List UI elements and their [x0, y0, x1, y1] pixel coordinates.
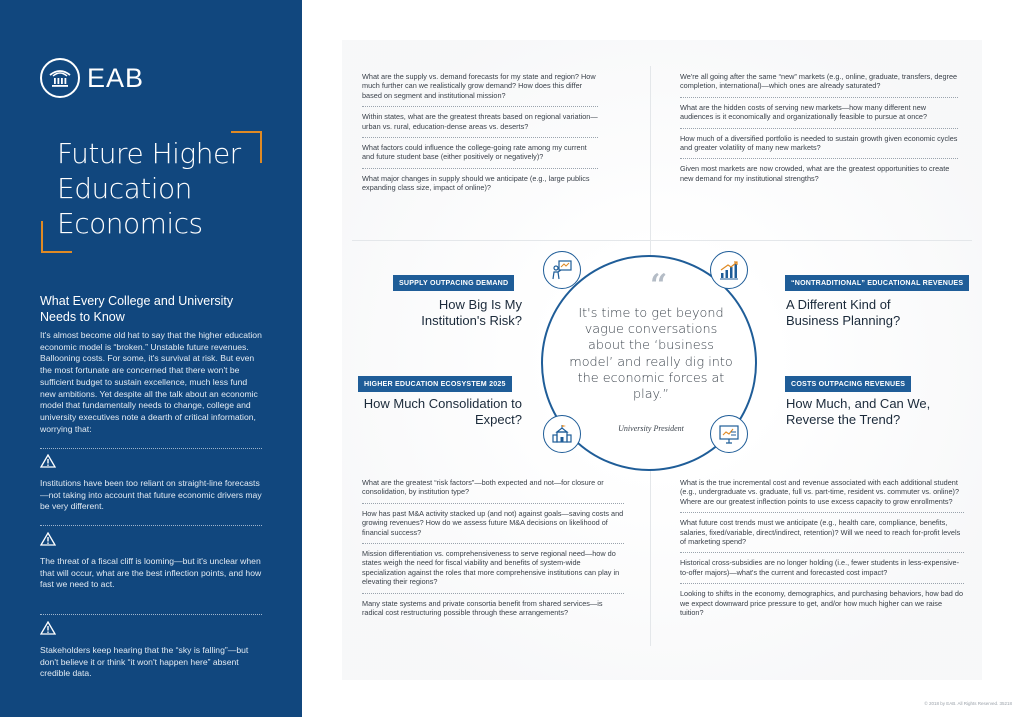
quote-attribution: University President	[618, 424, 684, 433]
divider	[40, 525, 262, 526]
copyright-footer: © 2018 by EAB. All Rights Reserved. 35218	[924, 701, 1012, 706]
supply-tag: SUPPLY OUTPACING DEMAND	[393, 275, 514, 291]
ecosystem-questions	[362, 478, 624, 628]
costs-tag: COSTS OUTPACING REVENUES	[785, 376, 911, 392]
quote-mark-icon: “	[650, 268, 668, 303]
warning-item	[40, 532, 265, 591]
question-item: Within states, what are the greatest threats based on regional variation—urban vs. rural, education-dense areas vs. deserts?	[362, 112, 598, 138]
question-item: We're all going after the same “new” markets (e.g., online, graduate, transfers, degree completion, international)—which ones are already saturated?	[680, 72, 958, 98]
question-item: What is the true incremental cost and revenue associated with each additional student (e.g., undergraduate vs. graduate, full vs. part-time, resident vs. commuter vs. online)? Where are our greatest inflection points to use excess capacity to grow enrollments?	[680, 478, 964, 513]
costs-questions	[680, 478, 964, 628]
warning-icon	[40, 532, 56, 546]
accent-corner-bottom	[41, 221, 72, 253]
warning-item	[40, 454, 265, 513]
question-item: What are the hidden costs of serving new markets—how many different new audiences is it economically and organizationally feasible to pursue at once?	[680, 103, 958, 129]
question-item: How has past M&A activity stacked up (and not) against goals—saving costs and growing revenues? How do we assess future M&A decisions on likelihood of financial success?	[362, 509, 624, 544]
title-line: Economics	[57, 207, 203, 240]
warning-text: The threat of a fiscal cliff is looming—but it's unclear when that will occur, what are the best inflection points, and how fast we need to act.	[40, 556, 262, 590]
nontraditional-heading: A Different Kind of Business Planning?	[786, 297, 901, 328]
nontraditional-tag: “NONTRADITIONAL” EDUCATIONAL REVENUES	[785, 275, 969, 291]
subheading: What Every College and University Needs to Know	[40, 294, 234, 324]
title-line: Future Higher	[57, 137, 241, 170]
warning-icon	[40, 454, 56, 468]
divider	[40, 614, 262, 615]
question-item: Looking to shifts in the economy, demographics, and purchasing behaviors, how bad do we expect downward price pressure to get, and/or how much higher can we raise tuition?	[680, 589, 963, 618]
ecosystem-heading: How Much Consolidation to Expect?	[363, 396, 522, 427]
question-item: How much of a diversified portfolio is needed to sustain growth given economic cycles and greater volatility of many new markets?	[680, 134, 958, 160]
school-building-icon	[543, 415, 581, 453]
quote-text: It's time to get beyond vague conversations about the ‘business model’ and really dig into the economic forces at play.”	[569, 306, 733, 403]
question-item: Given most markets are now crowded, what are the greatest opportunities to create new demand for my institutional strengths?	[680, 164, 950, 183]
question-item: Many state systems and private consortia benefit from shared services—is radical cost restructuring possible through these arrangements?	[362, 598, 603, 618]
report-chart-icon	[710, 415, 748, 453]
divider	[40, 448, 262, 449]
supply-heading: How Big Is My Institution's Risk?	[421, 297, 522, 328]
question-item: What factors could influence the college-going rate among my current and future student base (either positively or negatively)?	[362, 143, 598, 169]
question-item: Mission differentiation vs. comprehensiveness to serve regional need—how do states weigh the need for fiscal viability and benefits of system-wide specialization against the roles that more comprehensive institutions can play in elevating their regions?	[362, 549, 624, 594]
costs-heading: How Much, and Can We, Reverse the Trend?	[786, 396, 931, 427]
warning-item	[40, 621, 265, 680]
left-panel	[0, 0, 302, 717]
title-line: Education	[57, 172, 192, 205]
question-item: What are the supply vs. demand forecasts for my state and region? How much further can we realistically grow demand? How does this differ based on segment and institutional mission?	[362, 72, 598, 107]
quadrant-divider-horizontal	[352, 240, 972, 241]
ecosystem-tag: HIGHER EDUCATION ECOSYSTEM 2025	[358, 376, 512, 392]
question-item: What future cost trends must we anticipate (e.g., health care, compliance, benefits, salaries, fixed/variable, direct/indirect, retention)? Will we need to reach for-profit levels of marketing spend?	[680, 518, 964, 553]
presentation-icon	[543, 251, 581, 289]
eab-logo	[40, 58, 144, 98]
right-panel	[302, 0, 1024, 717]
nontraditional-questions	[680, 72, 958, 194]
warning-icon	[40, 621, 56, 635]
growth-chart-icon	[710, 251, 748, 289]
intro-paragraph: It's almost become old hat to say that the higher education economic model is “broken.” Unstable future revenues. Ballooning costs. For some, it's survival at risk. But even the most fortunate are concerned that there won't be sufficient budget to sustain excellence, much less fund new ambitions. Yet despite all the talk about an economic model that fundamentally needs to change, college and university executives note a dearth of critical information, worrying that:	[40, 330, 262, 434]
warning-text: Institutions have been too reliant on straight-line forecasts—not taking into account that future economic drivers may be very different.	[40, 478, 262, 512]
warning-text: Stakeholders keep hearing that the “sky is falling”—but don't believe it or think “it won't happen here” absent credible data.	[40, 645, 249, 679]
question-item: Historical cross-subsidies are no longer holding (i.e., fewer students in less-expensive-to-offer majors)—what's the current and forecasted cost impact?	[680, 558, 964, 584]
question-item: What are the greatest “risk factors”—both expected and not—for closure or consolidation, by institution type?	[362, 478, 624, 504]
brand-name: EAB	[87, 62, 145, 93]
supply-questions	[362, 72, 598, 204]
question-item: What major changes in supply should we anticipate (e.g., large publics expanding class size, impact of online)?	[362, 173, 590, 193]
page-title	[57, 136, 241, 241]
institution-icon	[40, 58, 80, 98]
